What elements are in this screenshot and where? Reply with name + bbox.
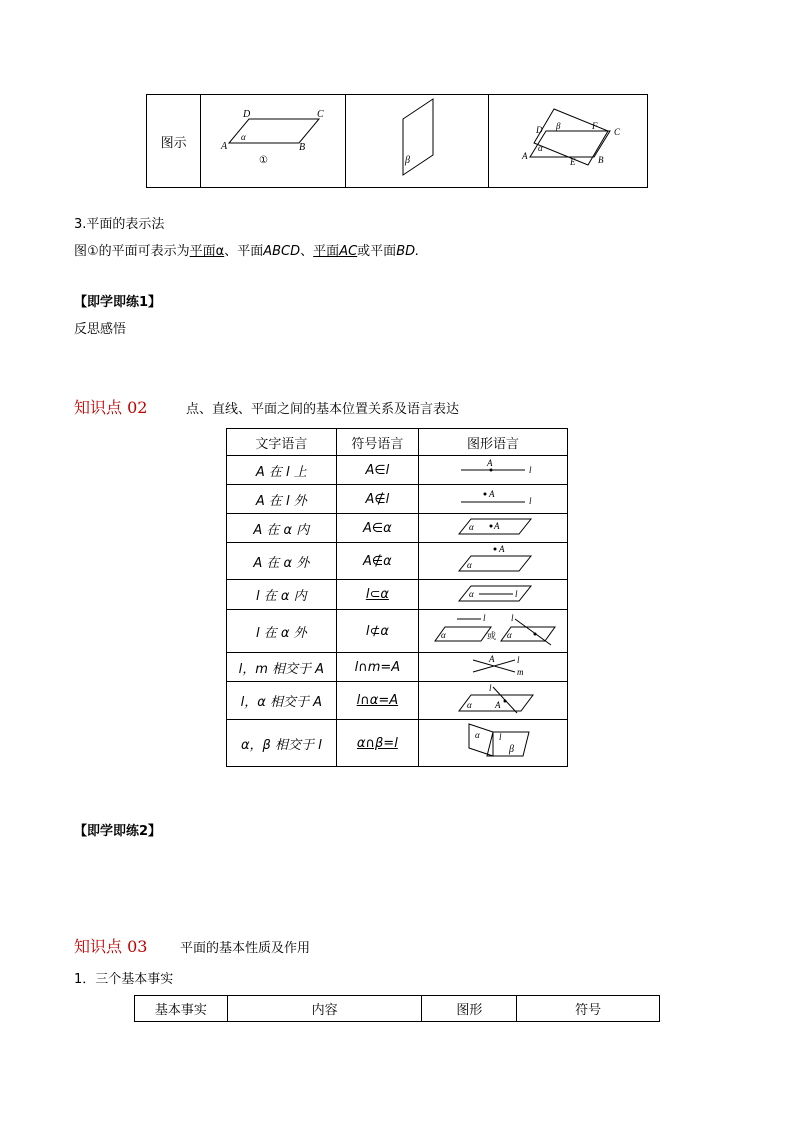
lines-intersect-figure <box>443 654 543 676</box>
row-text: A 在 l 上 <box>227 456 337 485</box>
row-text: l，m 相交于 A <box>227 653 337 682</box>
row-symbol: l∩m=A <box>336 653 418 682</box>
plane-beta-figure <box>347 95 487 183</box>
svg-text:①: ① <box>259 155 269 166</box>
svg-text:B: B <box>598 155 604 165</box>
svg-text:l: l <box>489 682 492 693</box>
row-figure <box>419 485 568 514</box>
line-outside-plane-figure <box>423 611 563 647</box>
row-symbol: l⊂α <box>336 580 418 610</box>
svg-text:D: D <box>243 109 251 120</box>
kp03-number: 知识点 03 <box>74 937 148 956</box>
svg-text:A: A <box>489 489 495 499</box>
planes-intersect-figure <box>443 720 543 762</box>
svg-text:α: α <box>538 143 543 153</box>
row-figure <box>419 682 568 720</box>
line-part: 、 <box>300 244 314 259</box>
svg-text:β: β <box>509 744 515 755</box>
row-figure <box>419 456 568 485</box>
row-text: A 在 α 内 <box>227 514 337 543</box>
svg-text:l: l <box>517 655 520 665</box>
svg-text:A: A <box>499 544 505 554</box>
svg-text:l: l <box>529 465 532 475</box>
practice-2-label: 【即学即练2】 <box>74 824 162 839</box>
basic-facts-table <box>134 995 660 1022</box>
facts-header-figure: 图形 <box>422 996 517 1022</box>
svg-text:C: C <box>317 109 324 120</box>
facts-header-content: 内容 <box>227 996 422 1022</box>
svg-text:l: l <box>511 613 514 623</box>
svg-text:α: α <box>241 132 246 142</box>
svg-text:l: l <box>483 613 486 623</box>
line-part-underlined: 平面α <box>189 244 225 259</box>
svg-text:或: 或 <box>487 631 497 641</box>
kp02-title: 点、直线、平面之间的基本位置关系及语言表达 <box>186 402 460 417</box>
reflection-label: 反思感悟 <box>74 322 127 337</box>
intersecting-planes-figure <box>490 95 646 183</box>
svg-text:A: A <box>487 458 493 468</box>
svg-text:α: α <box>467 699 472 710</box>
line-part: 图①的平面可表示为 <box>74 244 190 259</box>
facts-title: 1．三个基本事实 <box>74 972 174 987</box>
point-outside-plane-figure <box>443 544 543 574</box>
svg-text:l: l <box>499 732 502 742</box>
row-symbol: A∉l <box>336 485 418 514</box>
svg-text:D: D <box>536 125 543 135</box>
svg-text:F: F <box>592 121 598 131</box>
row-figure <box>419 514 568 543</box>
svg-text:A: A <box>221 141 228 152</box>
svg-text:l: l <box>529 496 532 506</box>
svg-text:α: α <box>467 560 472 570</box>
relation-table <box>226 428 568 767</box>
practice-1-label: 【即学即练1】 <box>74 295 162 310</box>
row-text: l 在 α 外 <box>227 610 337 653</box>
plane-abcd-figure <box>203 95 343 183</box>
svg-text:A: A <box>489 654 495 664</box>
line-part-italic: BD. <box>396 244 420 259</box>
row-symbol: α∩β=l <box>336 720 418 767</box>
figure-vertical-plane <box>346 95 489 188</box>
kp02-number: 知识点 02 <box>74 398 148 417</box>
svg-text:m: m <box>517 667 524 676</box>
line-part: 、平面 <box>224 244 264 259</box>
facts-header-symbol: 符号 <box>517 996 660 1022</box>
svg-text:B: B <box>299 142 306 153</box>
svg-text:α: α <box>507 630 512 640</box>
svg-text:E: E <box>570 157 576 167</box>
svg-text:α: α <box>469 522 474 532</box>
svg-text:l: l <box>515 588 518 599</box>
line-part-italic: ABCD <box>263 244 301 259</box>
section-3-line <box>74 240 419 259</box>
header-text-lang: 文字语言 <box>227 429 337 456</box>
row-figure <box>419 653 568 682</box>
svg-text:α: α <box>441 630 446 640</box>
svg-text:A: A <box>522 151 528 161</box>
row-figure <box>419 720 568 767</box>
svg-text:β: β <box>556 121 561 131</box>
line-part-underlined-italic: AC <box>339 244 358 259</box>
point-off-line-figure <box>443 487 543 507</box>
svg-text:A: A <box>495 699 501 710</box>
row-symbol: A∉α <box>336 543 418 580</box>
svg-text:β: β <box>405 155 411 166</box>
row-symbol: A∈α <box>336 514 418 543</box>
row-symbol: l⊄α <box>336 610 418 653</box>
row-text: l，α 相交于 A <box>227 682 337 720</box>
svg-text:C: C <box>614 127 621 137</box>
figure-parallelogram <box>201 95 346 188</box>
svg-text:α: α <box>469 588 474 599</box>
section-3-title: 3.平面的表示法 <box>74 217 165 232</box>
svg-text:α: α <box>475 730 480 740</box>
row-figure <box>419 543 568 580</box>
row-figure <box>419 580 568 610</box>
row-symbol: A∈l <box>336 456 418 485</box>
header-symbol-lang: 符号语言 <box>336 429 418 456</box>
figure-label: 图示 <box>147 95 201 188</box>
row-symbol: l∩α=A <box>336 682 418 720</box>
row-text: l 在 α 内 <box>227 580 337 610</box>
point-on-line-figure <box>443 458 543 478</box>
row-figure <box>419 610 568 653</box>
line-in-plane-figure <box>443 582 543 604</box>
kp03-title: 平面的基本性质及作用 <box>180 941 311 956</box>
line-part-underlined: 平面 <box>313 244 340 259</box>
svg-text:A: A <box>494 521 500 531</box>
row-text: A 在 α 外 <box>227 543 337 580</box>
row-text: α，β 相交于 l <box>227 720 337 767</box>
figure-two-planes <box>489 95 648 188</box>
line-part: 或平面 <box>357 244 397 259</box>
row-text: A 在 l 外 <box>227 485 337 514</box>
facts-header-fact: 基本事实 <box>135 996 228 1022</box>
header-figure-lang: 图形语言 <box>419 429 568 456</box>
point-in-plane-figure <box>443 516 543 536</box>
figure-table <box>146 94 648 188</box>
line-plane-intersect-figure <box>443 683 543 715</box>
